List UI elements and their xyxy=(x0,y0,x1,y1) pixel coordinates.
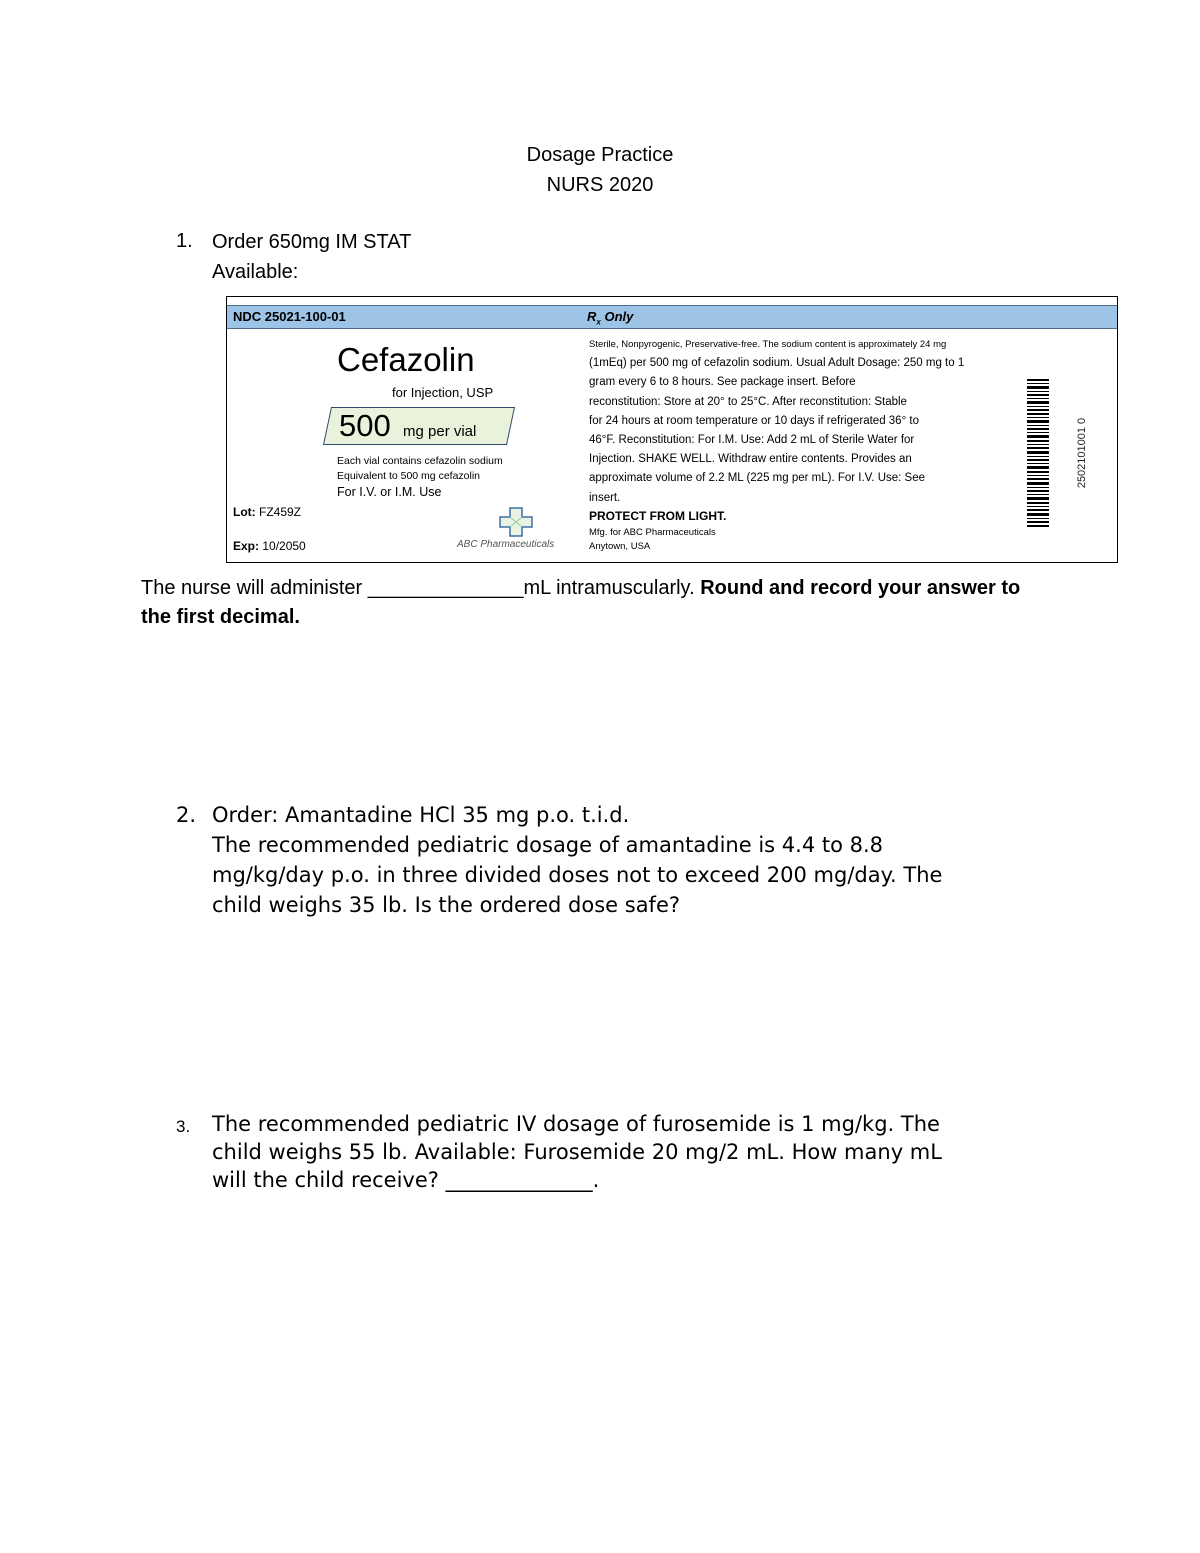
label-instructions: Sterile, Nonpyrogenic, Preservative-free. The sodium content is approximately 24 mg (1mEq) per 500 mg of cefazolin sodium. Usual Adult Dosage: 250 mg to 1 gram every 6 to 8 hours. See package insert. Before reconstitution: Store at 20° to 25°C. After reconstitution: Stable for 24 hours at room temperature or 10 days if refrigerated 36° to 46°F. Reconstitution: For I.M. Use: Add 2 mL of Sterile Water for Injection. SHAKE WELL. Withdraw entire contents. Provides an approximate volume of 2.2 ML (225 mg per mL). For I.V. Use: See insert. xyxy=(589,339,965,504)
page-title: Dosage Practice xyxy=(526,144,674,166)
manufacturer-location: Anytown, USA xyxy=(589,541,651,552)
question-text: Order: Amantadine HCl 35 mg p.o. t.i.d. The recommended pediatric dosage of amantadine is 4.4 to 8.8 mg/kg/day p.o. in three divided doses not to exceed 200 mg/day. The child weighs 35 lb. Is the ordered dose safe? xyxy=(212,803,943,917)
available-text: Available: xyxy=(212,261,299,283)
lot-number: Lot: FZ459Z xyxy=(233,505,302,519)
drug-form: for Injection, USP xyxy=(392,385,494,400)
manufacturer: Mfg. for ABC Pharmaceuticals xyxy=(589,527,716,538)
strength-unit: mg per vial xyxy=(403,423,477,440)
course-code: NURS 2020 xyxy=(546,174,654,196)
drug-label xyxy=(226,296,1118,563)
barcode-icon xyxy=(1027,379,1053,527)
ndc-code: NDC 25021-100-01 xyxy=(233,309,346,324)
question-text: The recommended pediatric IV dosage of furosemide is 1 mg/kg. The child weighs 55 lb. Available: Furosemide 20 mg/2 mL. How many mL will the child receive? ______________. xyxy=(212,1112,942,1192)
vial-contents-1: Each vial contains cefazolin sodium xyxy=(337,455,503,467)
question-number: 1. xyxy=(176,230,193,252)
label-header-bar xyxy=(227,305,1117,329)
answer-instruction: The nurse will administer ______________mL intramuscularly. Round and record your answer to the first decimal. xyxy=(141,577,1021,628)
company-name: ABC Pharmaceuticals xyxy=(457,539,555,550)
vial-contents-2: Equivalent to 500 mg cefazolin xyxy=(337,470,481,482)
expiration-date: Exp: 10/2050 xyxy=(233,539,306,553)
route-text: For I.V. or I.M. Use xyxy=(337,485,442,499)
order-text: Order 650mg IM STAT xyxy=(212,231,412,253)
question-number: 2. xyxy=(176,803,197,827)
protect-from-light: PROTECT FROM LIGHT. xyxy=(589,509,727,523)
rx-only: $R_x$ Only xyxy=(587,309,634,327)
strength-value: 500 xyxy=(339,408,391,443)
drug-name: Cefazolin xyxy=(337,341,475,378)
barcode-number: 2502101001 0 xyxy=(1076,417,1089,489)
cross-logo-icon xyxy=(499,507,533,537)
question-number: 3. xyxy=(176,1117,191,1136)
